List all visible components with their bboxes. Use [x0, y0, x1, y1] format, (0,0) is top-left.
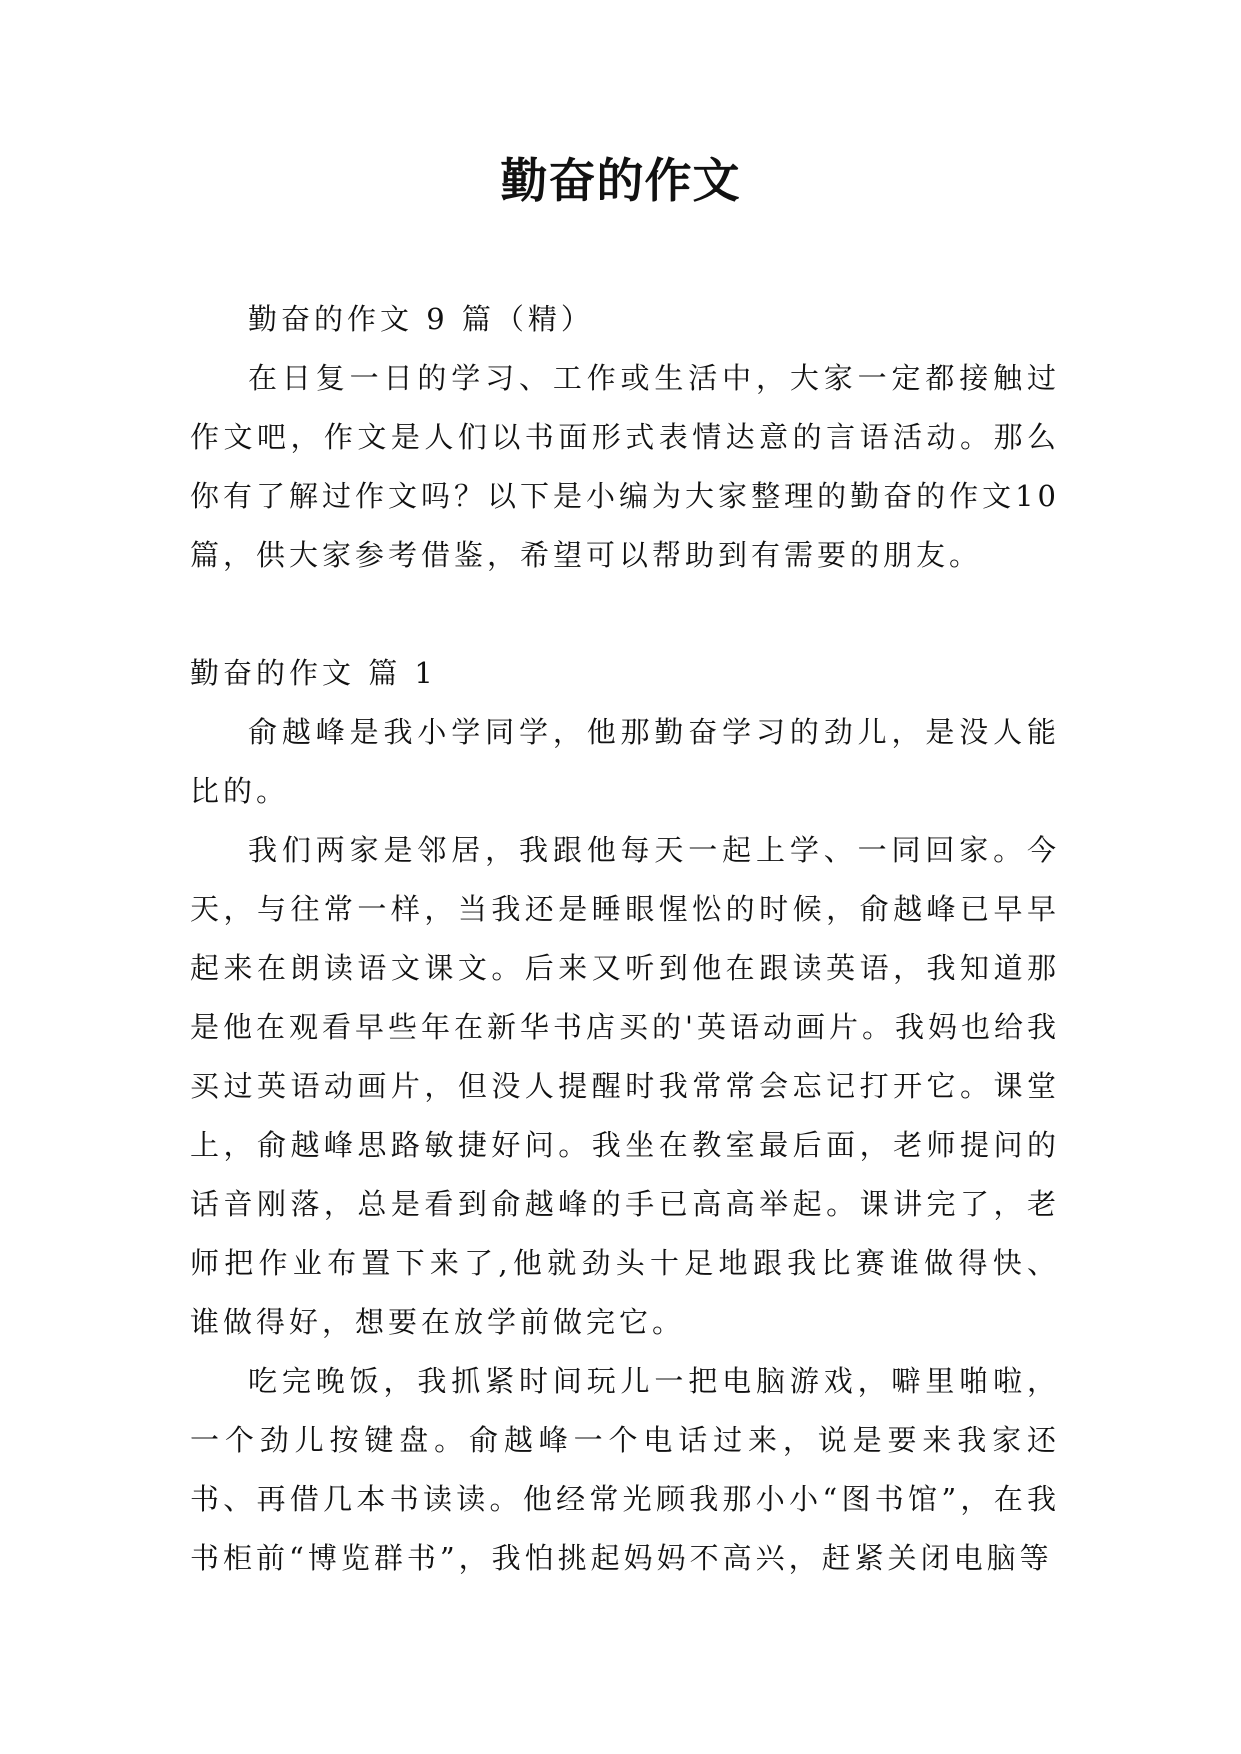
- document-title: 勤奋的作文: [500, 154, 741, 209]
- paragraph: 俞越峰是我小学同学，他那勤奋学习的劲儿，是没人能比的。: [190, 715, 1060, 808]
- intro-paragraph: 在日复一日的学习、工作或生活中，大家一定都接触过作文吧，作文是人们以书面形式表情达意的言语活动。那么你有了解过作文吗？以下是小编为大家整理的勤奋的作文10 篇，供大家参考借鉴，希望可以帮助到有需要的朋友。: [190, 361, 1060, 572]
- subtitle: 勤奋的作文 9 篇（精）: [248, 302, 594, 336]
- section-heading: 勤奋的作文 篇 1: [190, 656, 437, 690]
- paragraph: 吃完晚饭，我抓紧时间玩儿一把电脑游戏，噼里啪啦，一个劲儿按键盘。俞越峰一个电话过来，说是要来我家还书、再借几本书读读。他经常光顾我那小小“图书馆”，在我书柜前“博览群书”，我怕挑起妈妈不高兴，赶紧关闭电脑等: [190, 1364, 1060, 1575]
- paragraph: 我们两家是邻居，我跟他每天一起上学、一同回家。今天，与往常一样，当我还是睡眼惺忪的时候，俞越峰已早早起来在朗读语文课文。后来又听到他在跟读英语，我知道那是他在观看早些年在新华书店买的'英语动画片。我妈也给我买过英语动画片，但没人提醒时我常常会忘记打开它。课堂上，俞越峰思路敏捷好问。我坐在教室最后面，老师提问的话音刚落，总是看到俞越峰的手已高高举起。课讲完了，老师把作业布置下来了,他就劲头十足地跟我比赛谁做得快、谁做得好，想要在放学前做完它。: [190, 833, 1060, 1339]
- document-body: [190, 290, 1060, 1588]
